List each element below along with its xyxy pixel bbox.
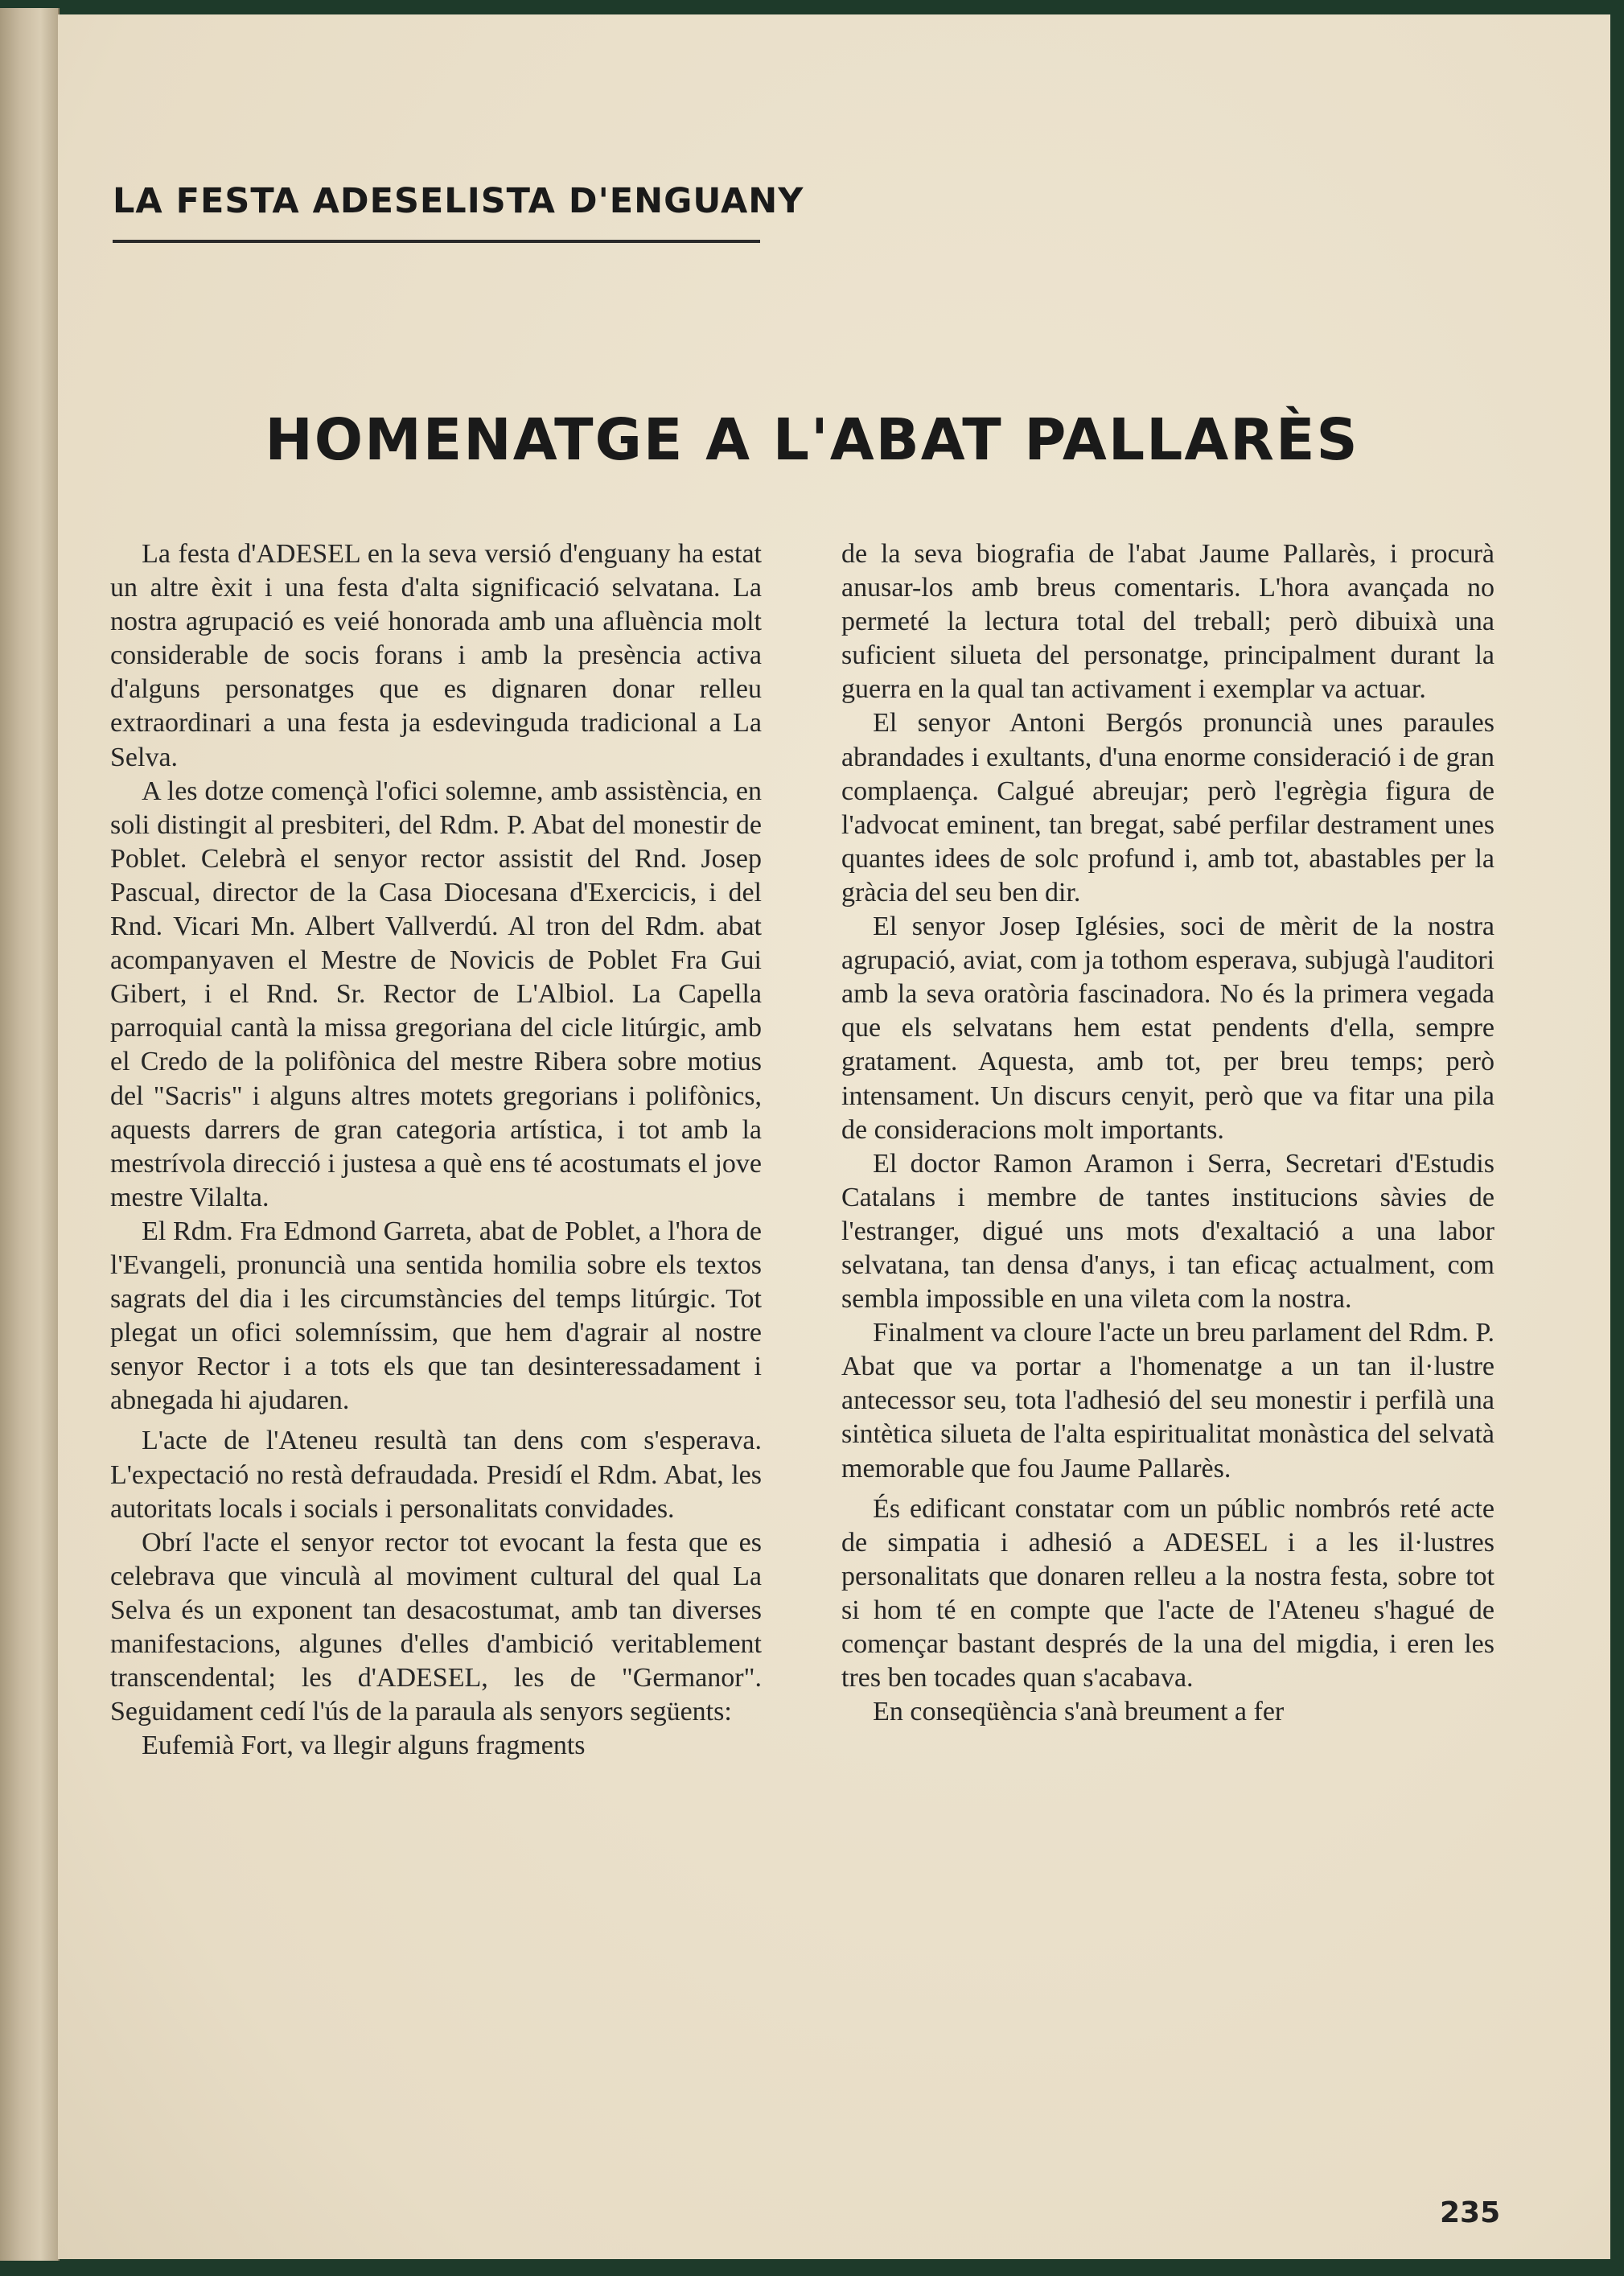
section-title: LA FESTA ADESELISTA D'ENGUANY bbox=[113, 181, 804, 221]
paragraph: És edificant constatar com un públic nombrós reté acte de simpatia i adhesió a ADESEL i a les il·lustres personalitats que donaren relleu a la nostra festa, sobre tot si hom té en compte que l'acte de l'Ateneu s'hagué de començar bastant després de la una del migdia, i eren les tres ben tocades quan s'acabava. bbox=[841, 1493, 1494, 1694]
paragraph: de la seva biografia de l'abat Jaume Pallarès, i procurà anusar-los amb breus comentaris. L'hora avançada no permeté la lectura total del treball; però dibuixà una suficient silueta del personatge, principalment durant la guerra en la qual tan activament i exemplar va actuar. bbox=[841, 539, 1494, 705]
paragraph: Obrí l'acte el senyor rector tot evocant la festa que es celebrava que vinculà al moviment cultural del qual La Selva és un exponent tan desacostumat, amb tan diverses manifestacions, algunes d'elles d'ambició veritablement transcendental; les d'ADESEL, les de "Germanor". Seguidament cedí l'ús de la paraula als senyors següents: bbox=[110, 1527, 762, 1727]
paragraph: El senyor Josep Iglésies, soci de mèrit de la nostra agrupació, aviat, com ja tothom esperava, subjugà l'auditori amb la seva oratòria fascinadora. No és la primera vegada que els selvatans hem estat pendents d'ella, sempre gratament. Aquesta, amb tot, per breu temps; però intensament. Un discurs cenyit, però que va fitar una pila de consideracions molt importants. bbox=[841, 912, 1494, 1145]
paragraph: A les dotze començà l'ofici solemne, amb assistència, en soli distingit al presbiteri, del Rdm. P. Abat del monestir de Poblet. Celebrà el senyor rector assistit del Rnd. Josep Pascual, director de la Casa Diocesana d'Exercicis, i del Rnd. Vicari Mn. Albert Vallverdú. Al tron del Rdm. abat acompanyaven el Mestre de Novicis de Poblet Fra Gui Gibert, i el Rnd. Sr. Rector de L'Albiol. La Capella parroquial cantà la missa gregoriana del cicle litúrgic, amb el Credo de la polifònica del mestre Ribera sobre motius del "Sacris" i alguns altres motets gregorians i polifònics, aquests darrers de gran categoria artística, i tot amb la mestrívola direcció i justesa a què ens té acostumats el jove mestre Vilalta. bbox=[110, 776, 762, 1212]
paragraph: Eufemià Fort, va llegir alguns fragments bbox=[142, 1731, 586, 1761]
article-title: HOMENATGE A L'ABAT PALLARÈS bbox=[265, 406, 1359, 473]
paragraph: Finalment va cloure l'acte un breu parlament del Rdm. P. Abat que va portar a l'homenatge a un tan il·lustre antecessor seu, tota l'adhesió del seu monestir i perfilà una sintètica silueta de l'alta espiritualitat monàstica del selvatà memorable que fou Jaume Pallarès. bbox=[841, 1318, 1494, 1484]
paragraph: El senyor Antoni Bergós pronuncià unes paraules abrandades i exultants, d'una enorme consideració i de gran complaença. Calgué abreujar; però l'egrègia figura de l'advocat eminent, tan bregat, sabé perfilar destrament unes quantes idees de solc profund i, amb tot, abastables per la gràcia del seu ben dir. bbox=[841, 708, 1494, 908]
book-spine bbox=[0, 8, 60, 2261]
paragraph: El Rdm. Fra Edmond Garreta, abat de Poblet, a l'hora de l'Evangeli, pronuncià una sentida homilia sobre els textos sagrats del dia i les circumstàncies del temps litúrgic. Tot plegat un ofici solemníssim, que hem d'agrair al nostre senyor Rector i a tots els que tan desinteressadament i abnegada hi ajudaren. bbox=[110, 1216, 762, 1416]
right-column bbox=[841, 537, 1494, 1729]
paragraph: L'acte de l'Ateneu resultà tan dens com s'esperava. L'expectació no restà defraudada. Presidí el Rdm. Abat, les autoritats locals i socials i personalitats convidades. bbox=[110, 1426, 762, 1524]
page-number: 235 bbox=[1440, 2196, 1501, 2229]
paragraph: La festa d'ADESEL en la seva versió d'enguany ha estat un altre èxit i una festa d'alta significació selvatana. La nostra agrupació es veié honorada amb una afluència molt considerable de socis forans i amb la presència activa d'alguns personatges que es dignaren donar relleu extraordinari a una festa ja esdevinguda tradicional a La Selva. bbox=[110, 539, 762, 772]
paragraph: En conseqüència s'anà breument a fer bbox=[873, 1697, 1285, 1727]
paragraph: El doctor Ramon Aramon i Serra, Secretari d'Estudis Catalans i membre de tantes institucions sàvies de l'estranger, digué uns mots d'exaltació a una labor selvatana, tan densa d'anys, i tan eficaç actualment, com sembla impossible en una vileta com la nostra. bbox=[841, 1148, 1494, 1315]
left-column bbox=[110, 537, 762, 1763]
section-title-underline bbox=[113, 240, 760, 243]
